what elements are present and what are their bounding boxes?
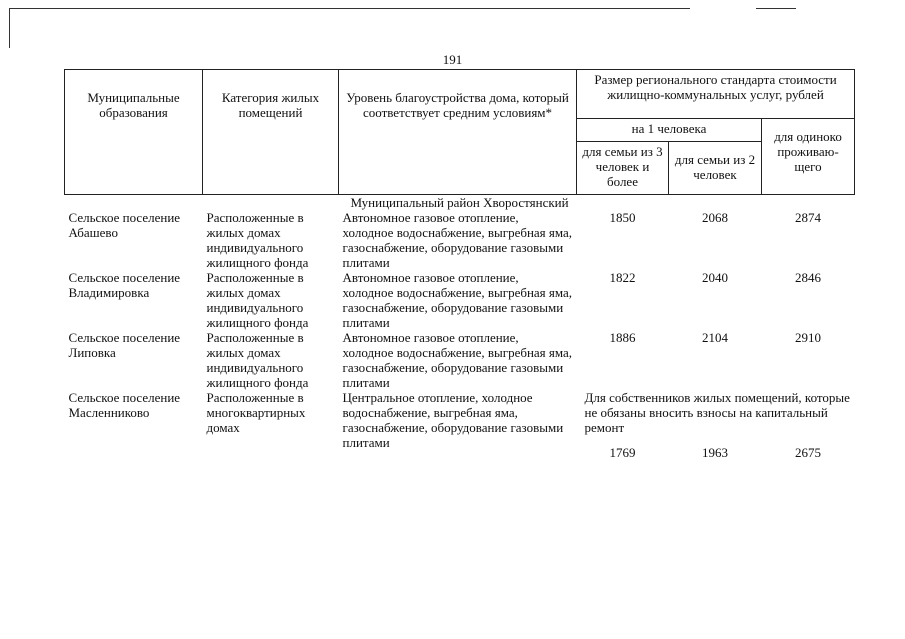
header-family3: для семьи из 3 человек и более [577, 142, 669, 195]
table-row [65, 330, 855, 390]
family2-cell: 2068 [702, 210, 728, 225]
scan-border-left [9, 8, 10, 48]
category-cell: Расположенные в многоквартирных домах [206, 390, 306, 435]
level-cell: Автономное газовое отопление, холодное водоснабжение, выгребная яма, газоснабжение, оборудование газовыми плитами [342, 330, 573, 390]
category-cell: Расположенные в жилых домах индивидуального жилищного фонда [206, 270, 309, 330]
family3-cell: 1822 [609, 270, 636, 285]
family2-cell: 2104 [702, 330, 728, 345]
family3-cell: 1850 [609, 210, 636, 225]
family3-cell: 1886 [609, 330, 636, 345]
municipality-cell: Сельское поселение Масленниково [68, 390, 181, 420]
single-cell: 2910 [795, 330, 822, 345]
header-level: Уровень благоустройства дома, который соответствует средним условиям* [339, 70, 577, 195]
table-row [65, 270, 855, 330]
header-standard: Размер регионального стандарта стоимости жилищно-коммунальных услуг, рублей [577, 70, 855, 119]
family3-cell: 1769 [609, 445, 636, 460]
category-cell: Расположенные в жилых домах индивидуального жилищного фонда [206, 210, 309, 270]
district-row [65, 195, 855, 211]
single-cell: 2675 [795, 445, 822, 460]
level-cell: Автономное газовое отопление, холодное водоснабжение, выгребная яма, газоснабжение, оборудование газовыми плитами [342, 270, 573, 330]
level-cell: Центральное отопление, холодное водоснабжение, выгребная яма, газоснабжение, оборудование газовыми плитами [342, 390, 564, 450]
municipality-cell: Сельское поселение Липовка [68, 330, 181, 360]
note-cell: Для собственников жилых помещений, которые не обязаны вносить взносы на капитальный ремонт [584, 390, 850, 435]
municipality-cell: Сельское поселение Абашево [68, 210, 181, 240]
tariff-table [64, 69, 855, 460]
header-family2: для семьи из 2 человек [669, 142, 762, 195]
scan-border-top [10, 8, 690, 9]
single-cell: 2874 [795, 210, 822, 225]
single-cell: 2846 [795, 270, 822, 285]
table-row [65, 390, 855, 435]
level-cell: Автономное газовое отопление, холодное водоснабжение, выгребная яма, газоснабжение, оборудование газовыми плитами [342, 210, 573, 270]
municipality-cell: Сельское поселение Владимировка [68, 270, 181, 300]
header-row-1 [65, 70, 855, 119]
header-category: Категория жилых помещений [203, 70, 339, 195]
header-per-person: на 1 человека [577, 119, 762, 142]
category-cell: Расположенные в жилых домах индивидуального жилищного фонда [206, 330, 309, 390]
family2-cell: 2040 [702, 270, 728, 285]
page-number: 191 [442, 52, 463, 67]
table-row [65, 210, 855, 270]
district-title: Муниципальный район Хворостянский [350, 195, 569, 210]
header-single: для одиноко проживаю-щего [762, 119, 855, 195]
family2-cell: 1963 [702, 445, 728, 460]
scan-border-top-right [756, 8, 796, 9]
header-municipality: Муниципальные образования [65, 70, 203, 195]
